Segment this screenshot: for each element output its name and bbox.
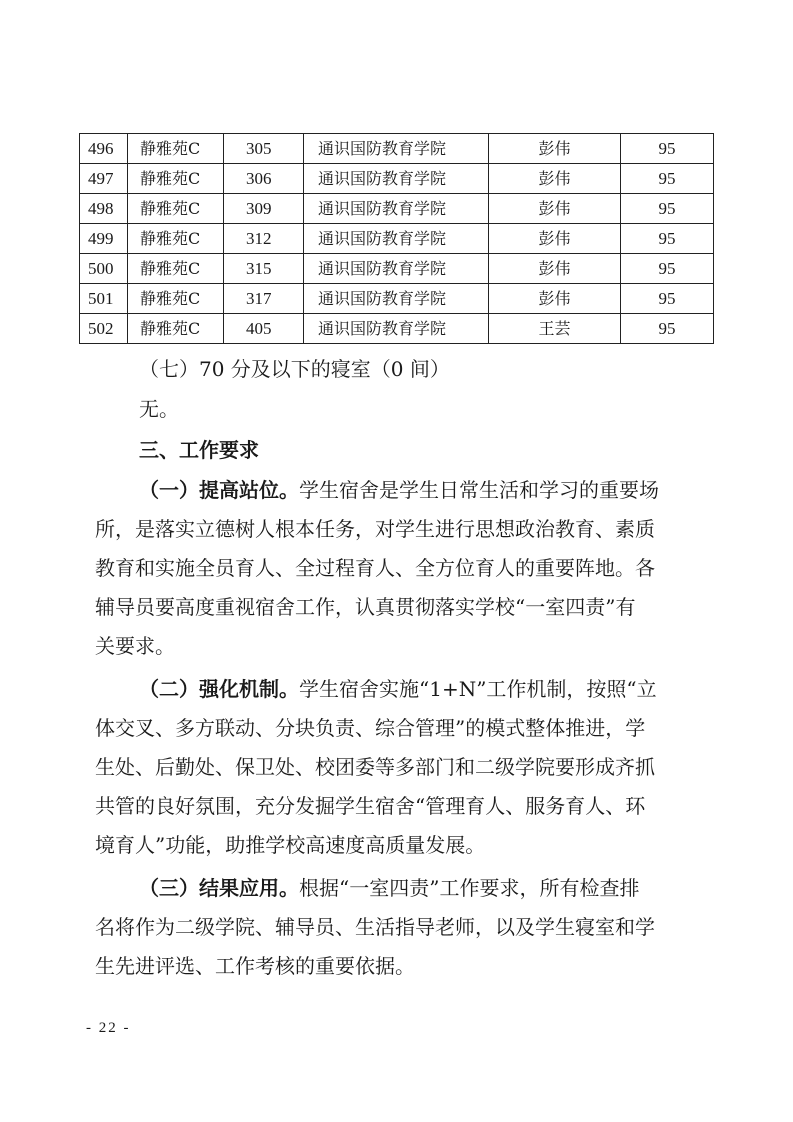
para3-text1: 根据“一室四责”工作要求，所有检查排 <box>299 876 640 900</box>
cell-room: 317 <box>224 284 304 314</box>
table-row <box>80 314 714 344</box>
cell-college: 通识国防教育学院 <box>304 134 489 164</box>
section7-content: 无。 <box>139 397 179 421</box>
table-row <box>80 254 714 284</box>
para1-line5: 关要求。 <box>95 634 175 658</box>
cell-college: 通识国防教育学院 <box>304 284 489 314</box>
cell-college: 通识国防教育学院 <box>304 224 489 254</box>
table-row <box>80 224 714 254</box>
para1-line1 <box>95 470 701 510</box>
para3-line2: 名将作为二级学院、辅导员、生活指导老师，以及学生寝室和学 <box>95 915 655 939</box>
para1-lead: （一）提高站位。 <box>139 478 299 502</box>
cell-room: 315 <box>224 254 304 284</box>
table-row <box>80 284 714 314</box>
cell-building: 静雅苑C <box>128 254 224 284</box>
cell-no: 500 <box>80 254 128 284</box>
cell-counselor: 彭伟 <box>489 194 621 224</box>
cell-building: 静雅苑C <box>128 164 224 194</box>
section7-heading: （七）70 分及以下的寝室（0 间） <box>139 357 450 381</box>
cell-college: 通识国防教育学院 <box>304 254 489 284</box>
cell-building: 静雅苑C <box>128 194 224 224</box>
para2-lead: （二）强化机制。 <box>139 677 299 701</box>
dorm-score-table-wrap <box>79 133 713 344</box>
cell-score: 95 <box>621 314 714 344</box>
cell-room: 306 <box>224 164 304 194</box>
cell-college: 通识国防教育学院 <box>304 314 489 344</box>
page-number: - 22 - <box>86 1020 131 1036</box>
cell-no: 501 <box>80 284 128 314</box>
table-body <box>80 134 714 344</box>
cell-no: 496 <box>80 134 128 164</box>
para1-text1: 学生宿舍是学生日常生活和学习的重要场 <box>299 478 659 502</box>
cell-building: 静雅苑C <box>128 134 224 164</box>
para3-line1 <box>95 868 639 908</box>
cell-score: 95 <box>621 284 714 314</box>
cell-building: 静雅苑C <box>128 284 224 314</box>
para2-line4: 共管的良好氛围，充分发掘学生宿舍“管理育人、服务育人、环 <box>95 794 646 818</box>
cell-score: 95 <box>621 254 714 284</box>
cell-no: 498 <box>80 194 128 224</box>
para1-line2: 所，是落实立德树人根本任务，对学生进行思想政治教育、素质 <box>95 517 655 541</box>
cell-room: 309 <box>224 194 304 224</box>
cell-score: 95 <box>621 134 714 164</box>
cell-score: 95 <box>621 194 714 224</box>
para1-line3: 教育和实施全员育人、全过程育人、全方位育人的重要阵地。各 <box>95 556 655 580</box>
para2-line2: 体交叉、多方联动、分块负责、综合管理”的模式整体推进，学 <box>95 716 646 740</box>
cell-score: 95 <box>621 164 714 194</box>
cell-score: 95 <box>621 224 714 254</box>
cell-counselor: 彭伟 <box>489 164 621 194</box>
para1-line4: 辅导员要高度重视宿舍工作，认真贯彻落实学校“一室四责”有 <box>95 595 636 619</box>
para2-line5: 境育人”功能，助推学校高速度高质量发展。 <box>95 833 486 857</box>
para2-line3: 生处、后勤处、保卫处、校团委等多部门和二级学院要形成齐抓 <box>95 755 655 779</box>
cell-counselor: 彭伟 <box>489 134 621 164</box>
cell-no: 499 <box>80 224 128 254</box>
cell-no: 497 <box>80 164 128 194</box>
para2-line1 <box>95 669 657 709</box>
cell-college: 通识国防教育学院 <box>304 164 489 194</box>
cell-no: 502 <box>80 314 128 344</box>
dorm-score-table <box>79 133 714 344</box>
cell-room: 312 <box>224 224 304 254</box>
cell-counselor: 彭伟 <box>489 284 621 314</box>
para2-text1: 学生宿舍实施“1+N”工作机制，按照“立 <box>299 677 657 701</box>
cell-college: 通识国防教育学院 <box>304 194 489 224</box>
table-row <box>80 164 714 194</box>
cell-building: 静雅苑C <box>128 314 224 344</box>
cell-room: 405 <box>224 314 304 344</box>
table-row <box>80 194 714 224</box>
cell-counselor: 王芸 <box>489 314 621 344</box>
para3-line3: 生先进评选、工作考核的重要依据。 <box>95 954 415 978</box>
cell-counselor: 彭伟 <box>489 254 621 284</box>
table-row <box>80 134 714 164</box>
cell-building: 静雅苑C <box>128 224 224 254</box>
cell-counselor: 彭伟 <box>489 224 621 254</box>
para3-lead: （三）结果应用。 <box>139 876 299 900</box>
section3-heading: 三、工作要求 <box>139 438 259 462</box>
cell-room: 305 <box>224 134 304 164</box>
